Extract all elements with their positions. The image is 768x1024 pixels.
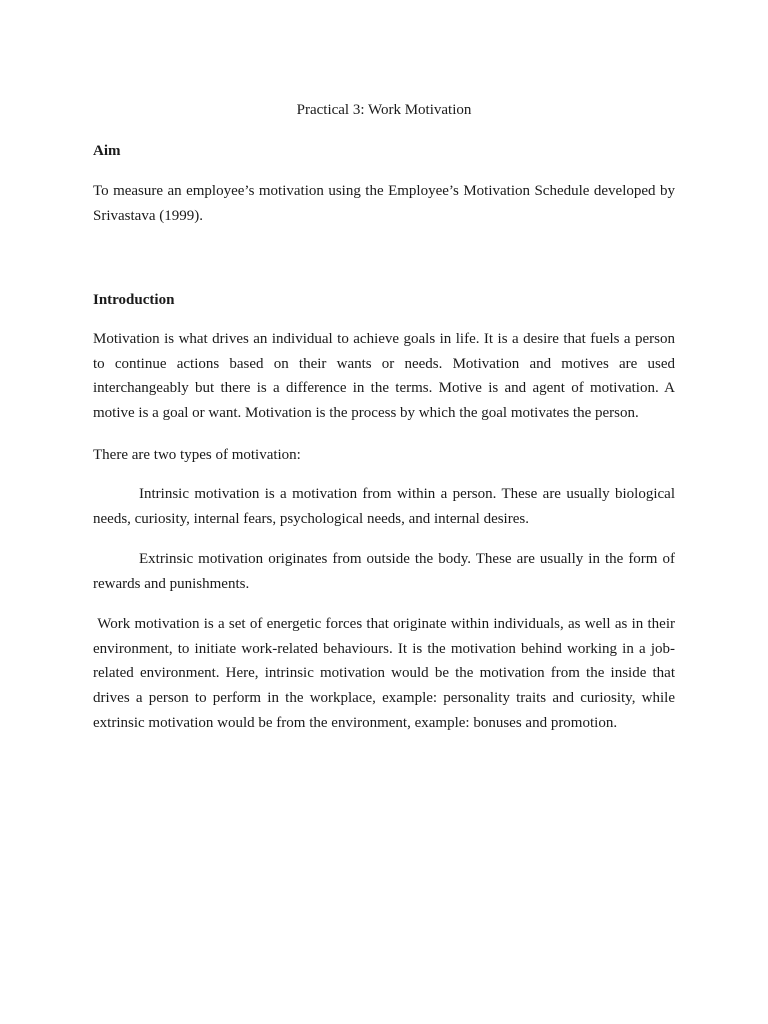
aim-text: To measure an employee’s motivation using the Employee’s Motivation Schedule developed by Srivastava (1999). [93, 183, 675, 224]
intro-paragraph-1: Motivation is what drives an individual to achieve goals in life. It is a desire that fuels a person to continue actions based on their wants or needs. Motivation and motives are used interchangeably but there is a difference in the terms. Motive is and agent of motivation. A motive is a goal or want. Motivation is the process by which the goal motivates the person. [93, 331, 675, 422]
intro-paragraph-2: There are two types of motivation: [93, 447, 301, 463]
aim-heading: Aim [93, 143, 121, 159]
extrinsic-paragraph: Extrinsic motivation originates from outside the body. These are usually in the form of rewards and punishments. [93, 551, 675, 592]
page-title: Practical 3: Work Motivation [296, 102, 472, 118]
work-motivation-paragraph: Work motivation is a set of energetic forces that originate within individuals, as well as in their environment, to initiate work-related behaviours. It is the motivation behind working in a job-related environment. Here, intrinsic motivation would be the motivation from the inside that drives a person to perform in the workplace, example: personality traits and curiosity, while extrinsic motivation would be from the environment, example: bonuses and promotion. [93, 616, 679, 731]
intrinsic-paragraph: Intrinsic motivation is a motivation from within a person. These are usually biological needs, curiosity, internal fears, psychological needs, and internal desires. [93, 486, 675, 527]
introduction-heading: Introduction [93, 292, 175, 308]
